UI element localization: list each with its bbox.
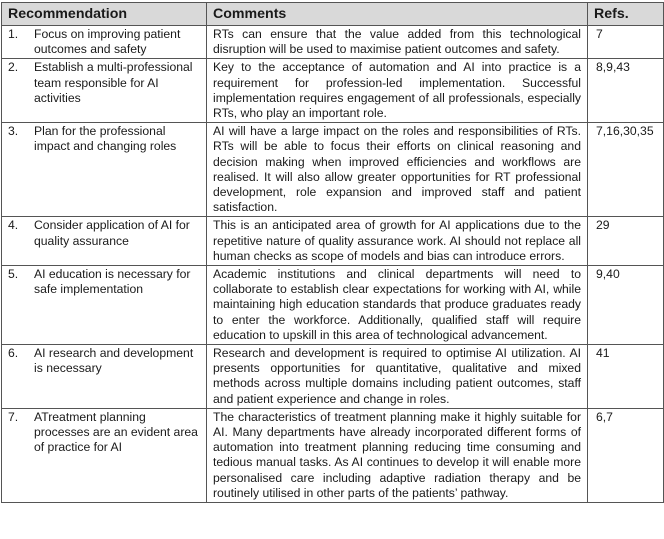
comment-cell: This is an anticipated area of growth for AI applications due to the repetitive nature of quality assurance work. AI should not replace all human checks as scope of models and bias can introduce errors. [207, 217, 588, 266]
table-row [2, 266, 664, 345]
row-number: 5. [8, 267, 19, 282]
header-refs: Refs. [588, 3, 664, 26]
header-recommendation: Recommendation [2, 3, 207, 26]
refs-cell: 6,7 [588, 408, 664, 502]
refs-cell: 9,40 [588, 266, 664, 345]
recommendation-text: ATreatment planning processes are an evident area of practice for AI [34, 409, 198, 455]
row-number: 3. [8, 124, 19, 139]
comment-cell: Academic institutions and clinical departments will need to collaborate to establish clear expectations for working with AI, while maintaining high education standards that produce graduates ready to enter the workforce. Additionally, qualified staff will require education to upskill in this area of technological advancement. [207, 266, 588, 345]
recommendation-text: AI education is necessary for safe implementation [34, 267, 191, 297]
recommendation-cell [2, 345, 207, 409]
recommendation-text: AI research and development is necessary [34, 346, 194, 376]
comment-cell: RTs can ensure that the value added from this technological disruption will be used to maximise patient outcomes and safety. [207, 26, 588, 59]
row-number: 6. [8, 346, 19, 361]
table-header-row [2, 3, 664, 26]
table-row [2, 59, 664, 123]
recommendation-text: Consider application of AI for quality assurance [34, 218, 190, 248]
row-number: 7. [8, 409, 19, 424]
refs-cell: 8,9,43 [588, 59, 664, 123]
header-comments: Comments [207, 3, 588, 26]
table-row [2, 408, 664, 502]
comment-cell: The characteristics of treatment planning make it highly suitable for AI. Many departments have already incorporated different forms of automation into treatment planning reducing time consuming and tedious manual tasks. As AI continues to develop it will enable more personalised care including adaptive radiation therapy and be routinely utilised in other parts of the patients’ pathway. [207, 408, 588, 502]
recommendation-cell [2, 123, 207, 217]
recommendation-text: Plan for the professional impact and changing roles [34, 124, 177, 154]
row-number: 4. [8, 218, 19, 233]
comment-cell: Key to the acceptance of automation and AI into practice is a requirement for profession-led implementation. Successful implementation requires engagement of all professionals, especially RTs, who play an important role. [207, 59, 588, 123]
recommendations-table [1, 2, 664, 503]
recommendation-cell [2, 26, 207, 59]
recommendation-cell [2, 266, 207, 345]
recommendation-cell [2, 59, 207, 123]
refs-cell: 29 [588, 217, 664, 266]
table-row [2, 26, 664, 59]
table-row [2, 123, 664, 217]
recommendation-cell [2, 217, 207, 266]
row-number: 2. [8, 60, 19, 75]
refs-cell: 41 [588, 345, 664, 409]
comment-cell: AI will have a large impact on the roles and responsibilities of RTs. RTs will be able to focus their efforts on clinical reasoning and decision making when improved efficiencies and workflows are realised. It will also allow greater opportunities for RT professional development, role expansion and improved staff and patient satisfaction. [207, 123, 588, 217]
comment-cell: Research and development is required to optimise AI utilization. AI presents opportunities for quantitative, qualitative and mixed methods across multiple domains including patient outcomes, staff and patient experience and change in roles. [207, 345, 588, 409]
refs-cell: 7,16,30,35 [588, 123, 664, 217]
refs-cell: 7 [588, 26, 664, 59]
recommendation-cell [2, 408, 207, 502]
recommendation-text: Focus on improving patient outcomes and safety [34, 27, 181, 57]
table-row [2, 217, 664, 266]
recommendation-text: Establish a multi-professional team responsible for AI activities [34, 60, 193, 105]
row-number: 1. [8, 27, 19, 41]
table-row [2, 345, 664, 409]
